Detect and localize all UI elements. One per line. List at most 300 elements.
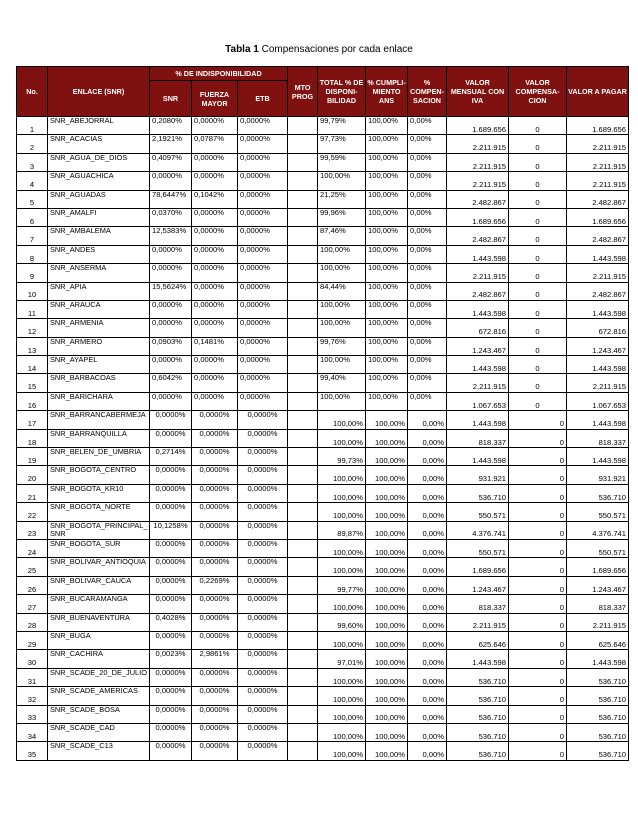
table-row — [17, 429, 629, 447]
table-row — [17, 208, 629, 226]
cell-valor-mensual: 2.211.915 — [447, 264, 509, 282]
cell-valor-pagar: 2.482.867 — [567, 190, 629, 208]
cell-valor-compensacion: 0 — [509, 337, 567, 355]
cell-valor-mensual: 1.443.598 — [447, 300, 509, 318]
cell-no: 4 — [17, 172, 48, 190]
cell-valor-pagar: 536.710 — [567, 705, 629, 723]
cell-valor-pagar: 2.211.915 — [567, 135, 629, 153]
cell-no: 28 — [17, 613, 48, 631]
cell-total-disponibilidad: 100,00% — [318, 319, 366, 337]
cell-compensacion-pct: 0,00% — [408, 282, 447, 300]
cell-valor-pagar: 2.482.867 — [567, 282, 629, 300]
cell-valor-compensacion: 0 — [509, 429, 567, 447]
cell-etb: 0,0000% — [238, 539, 288, 557]
cell-no: 3 — [17, 153, 48, 171]
cell-etb: 0,0000% — [238, 337, 288, 355]
header-fuerza-mayor: FUERZA MAYOR — [192, 81, 238, 117]
cell-cumplimiento: 100,00% — [366, 742, 408, 760]
cell-mto-prog — [288, 411, 318, 429]
cell-valor-compensacion: 0 — [509, 576, 567, 594]
cell-total-disponibilidad: 87,46% — [318, 227, 366, 245]
cell-fuerza-mayor: 0,0000% — [192, 742, 238, 760]
cell-enlace: SNR_BUCARAMANGA — [48, 595, 150, 613]
cell-valor-mensual: 1.443.598 — [447, 650, 509, 668]
cell-compensacion-pct: 0,00% — [408, 356, 447, 374]
cell-enlace: SNR_BOGOTA_KR10 — [48, 484, 150, 502]
cell-compensacion-pct: 0,00% — [408, 448, 447, 466]
cell-valor-pagar: 2.211.915 — [567, 153, 629, 171]
header-indisponibilidad: % DE INDISPONIBILIDAD — [150, 67, 288, 81]
table-row — [17, 650, 629, 668]
cell-no: 15 — [17, 374, 48, 392]
cell-enlace: SNR_SCADE_C13 — [48, 742, 150, 760]
cell-valor-pagar: 672.816 — [567, 319, 629, 337]
cell-fuerza-mayor: 0,0000% — [192, 705, 238, 723]
cell-snr: 0,0000% — [150, 668, 192, 686]
cell-no: 30 — [17, 650, 48, 668]
cell-no: 27 — [17, 595, 48, 613]
cell-enlace: SNR_AGUADAS — [48, 190, 150, 208]
cell-fuerza-mayor: 0,0000% — [192, 429, 238, 447]
cell-compensacion-pct: 0,00% — [408, 668, 447, 686]
cell-valor-mensual: 2.482.867 — [447, 227, 509, 245]
cell-valor-compensacion: 0 — [509, 466, 567, 484]
cell-compensacion-pct: 0,00% — [408, 429, 447, 447]
cell-enlace: SNR_BUGA — [48, 631, 150, 649]
cell-snr: 0,0000% — [150, 723, 192, 741]
header-mto-prog: MTO PROG — [288, 67, 318, 117]
cell-enlace: SNR_ARAUCA — [48, 300, 150, 318]
cell-valor-mensual: 1.067.653 — [447, 392, 509, 410]
cell-mto-prog — [288, 282, 318, 300]
cell-no: 23 — [17, 521, 48, 539]
cell-no: 6 — [17, 208, 48, 226]
cell-snr: 10,1258% — [150, 521, 192, 539]
cell-valor-pagar: 2.211.915 — [567, 172, 629, 190]
cell-enlace: SNR_BOGOTA_NORTE — [48, 503, 150, 521]
cell-total-disponibilidad: 21,25% — [318, 190, 366, 208]
cell-no: 35 — [17, 742, 48, 760]
cell-etb: 0,0000% — [238, 429, 288, 447]
cell-cumplimiento: 100,00% — [366, 558, 408, 576]
cell-etb: 0,0000% — [238, 723, 288, 741]
cell-valor-pagar: 1.067.653 — [567, 392, 629, 410]
cell-total-disponibilidad: 100,00% — [318, 705, 366, 723]
cell-compensacion-pct: 0,00% — [408, 631, 447, 649]
cell-enlace: SNR_BOGOTA_PRINCIPAL_ SNR — [48, 521, 150, 539]
cell-snr: 0,0000% — [150, 595, 192, 613]
cell-total-disponibilidad: 99,77% — [318, 576, 366, 594]
cell-compensacion-pct: 0,00% — [408, 135, 447, 153]
cell-valor-mensual: 2.482.867 — [447, 282, 509, 300]
cell-snr: 0,0000% — [150, 466, 192, 484]
cell-valor-pagar: 625.646 — [567, 631, 629, 649]
cell-valor-pagar: 536.710 — [567, 687, 629, 705]
cell-snr: 0,0000% — [150, 411, 192, 429]
cell-snr: 0,2080% — [150, 117, 192, 135]
cell-valor-mensual: 672.816 — [447, 319, 509, 337]
cell-valor-compensacion: 0 — [509, 613, 567, 631]
table-row — [17, 539, 629, 557]
table-row — [17, 264, 629, 282]
cell-enlace: SNR_AMALFI — [48, 208, 150, 226]
cell-mto-prog — [288, 300, 318, 318]
cell-total-disponibilidad: 100,00% — [318, 466, 366, 484]
cell-cumplimiento: 100,00% — [366, 466, 408, 484]
cell-no: 24 — [17, 539, 48, 557]
cell-fuerza-mayor: 0,0000% — [192, 631, 238, 649]
cell-valor-compensacion: 0 — [509, 484, 567, 502]
cell-etb: 0,0000% — [238, 613, 288, 631]
table-row — [17, 319, 629, 337]
table-row — [17, 282, 629, 300]
compensation-table — [16, 66, 629, 761]
cell-no: 20 — [17, 466, 48, 484]
cell-valor-pagar: 1.443.598 — [567, 650, 629, 668]
cell-mto-prog — [288, 558, 318, 576]
cell-enlace: SNR_BARICHARA — [48, 392, 150, 410]
cell-valor-pagar: 536.710 — [567, 668, 629, 686]
cell-mto-prog — [288, 374, 318, 392]
cell-valor-pagar: 1.243.467 — [567, 576, 629, 594]
cell-fuerza-mayor: 0,1042% — [192, 190, 238, 208]
cell-compensacion-pct: 0,00% — [408, 227, 447, 245]
cell-valor-mensual: 1.243.467 — [447, 337, 509, 355]
cell-snr: 0,0370% — [150, 208, 192, 226]
header-valor-compensacion: VALOR COMPENSA-CION — [509, 67, 567, 117]
cell-cumplimiento: 100,00% — [366, 595, 408, 613]
table-row — [17, 576, 629, 594]
cell-valor-compensacion: 0 — [509, 558, 567, 576]
cell-total-disponibilidad: 100,00% — [318, 687, 366, 705]
cell-fuerza-mayor: 0,0000% — [192, 227, 238, 245]
cell-cumplimiento: 100,00% — [366, 135, 408, 153]
cell-compensacion-pct: 0,00% — [408, 723, 447, 741]
cell-valor-compensacion: 0 — [509, 650, 567, 668]
cell-cumplimiento: 100,00% — [366, 668, 408, 686]
cell-compensacion-pct: 0,00% — [408, 208, 447, 226]
cell-cumplimiento: 100,00% — [366, 337, 408, 355]
cell-etb: 0,0000% — [238, 117, 288, 135]
cell-snr: 0,0000% — [150, 705, 192, 723]
cell-compensacion-pct: 0,00% — [408, 484, 447, 502]
cell-valor-compensacion: 0 — [509, 374, 567, 392]
cell-total-disponibilidad: 100,00% — [318, 558, 366, 576]
cell-cumplimiento: 100,00% — [366, 374, 408, 392]
cell-enlace: SNR_BUENAVENTURA — [48, 613, 150, 631]
cell-etb: 0,0000% — [238, 245, 288, 263]
cell-mto-prog — [288, 429, 318, 447]
cell-mto-prog — [288, 135, 318, 153]
cell-snr: 0,0000% — [150, 576, 192, 594]
cell-enlace: SNR_SCADE_BOSA — [48, 705, 150, 723]
cell-total-disponibilidad: 100,00% — [318, 245, 366, 263]
cell-valor-compensacion: 0 — [509, 190, 567, 208]
cell-compensacion-pct: 0,00% — [408, 595, 447, 613]
header-total-disponibilidad: TOTAL % DE DISPONI-BILIDAD — [318, 67, 366, 117]
cell-total-disponibilidad: 100,00% — [318, 742, 366, 760]
cell-fuerza-mayor: 0,0000% — [192, 484, 238, 502]
cell-fuerza-mayor: 0,0000% — [192, 264, 238, 282]
cell-enlace: SNR_SCADE_CAD — [48, 723, 150, 741]
cell-valor-compensacion: 0 — [509, 521, 567, 539]
cell-compensacion-pct: 0,00% — [408, 411, 447, 429]
table-body — [17, 117, 629, 761]
cell-enlace: SNR_BOLIVAR_ANTIOQUIA — [48, 558, 150, 576]
cell-mto-prog — [288, 723, 318, 741]
cell-etb: 0,0000% — [238, 374, 288, 392]
cell-no: 21 — [17, 484, 48, 502]
cell-fuerza-mayor: 0,0000% — [192, 172, 238, 190]
cell-no: 12 — [17, 319, 48, 337]
cell-total-disponibilidad: 100,00% — [318, 172, 366, 190]
cell-valor-pagar: 1.443.598 — [567, 300, 629, 318]
cell-etb: 0,0000% — [238, 208, 288, 226]
cell-etb: 0,0000% — [238, 631, 288, 649]
cell-fuerza-mayor: 0,0000% — [192, 153, 238, 171]
cell-enlace: SNR_ARMERO — [48, 337, 150, 355]
cell-snr: 0,0000% — [150, 319, 192, 337]
header-no: No. — [17, 67, 48, 117]
table-row — [17, 172, 629, 190]
cell-compensacion-pct: 0,00% — [408, 300, 447, 318]
cell-etb: 0,0000% — [238, 521, 288, 539]
cell-valor-mensual: 1.443.598 — [447, 448, 509, 466]
table-row — [17, 448, 629, 466]
cell-no: 14 — [17, 356, 48, 374]
cell-valor-mensual: 4.376.741 — [447, 521, 509, 539]
cell-etb: 0,0000% — [238, 687, 288, 705]
cell-valor-mensual: 550.571 — [447, 539, 509, 557]
cell-snr: 0,0000% — [150, 300, 192, 318]
table-row — [17, 190, 629, 208]
cell-cumplimiento: 100,00% — [366, 356, 408, 374]
cell-fuerza-mayor: 0,0000% — [192, 668, 238, 686]
cell-valor-mensual: 1.689.656 — [447, 208, 509, 226]
cell-valor-pagar: 550.571 — [567, 539, 629, 557]
cell-enlace: SNR_AGUA_DE_DIOS — [48, 153, 150, 171]
cell-snr: 0,0000% — [150, 392, 192, 410]
cell-valor-mensual: 2.211.915 — [447, 135, 509, 153]
table-row — [17, 153, 629, 171]
cell-cumplimiento: 100,00% — [366, 190, 408, 208]
cell-mto-prog — [288, 521, 318, 539]
cell-valor-compensacion: 0 — [509, 705, 567, 723]
table-row — [17, 392, 629, 410]
cell-valor-mensual: 536.710 — [447, 668, 509, 686]
cell-mto-prog — [288, 668, 318, 686]
cell-enlace: SNR_ACACIAS — [48, 135, 150, 153]
cell-valor-pagar: 1.443.598 — [567, 245, 629, 263]
cell-fuerza-mayor: 0,0000% — [192, 300, 238, 318]
cell-fuerza-mayor: 0,0000% — [192, 392, 238, 410]
cell-etb: 0,0000% — [238, 650, 288, 668]
cell-no: 7 — [17, 227, 48, 245]
cell-cumplimiento: 100,00% — [366, 650, 408, 668]
cell-mto-prog — [288, 245, 318, 263]
cell-snr: 2,1921% — [150, 135, 192, 153]
cell-etb: 0,0000% — [238, 300, 288, 318]
cell-cumplimiento: 100,00% — [366, 705, 408, 723]
cell-mto-prog — [288, 264, 318, 282]
cell-no: 2 — [17, 135, 48, 153]
table-row — [17, 595, 629, 613]
cell-valor-mensual: 2.211.915 — [447, 613, 509, 631]
cell-enlace: SNR_ANDES — [48, 245, 150, 263]
cell-total-disponibilidad: 100,00% — [318, 356, 366, 374]
cell-total-disponibilidad: 100,00% — [318, 484, 366, 502]
cell-etb: 0,0000% — [238, 576, 288, 594]
cell-mto-prog — [288, 631, 318, 649]
cell-valor-pagar: 1.689.656 — [567, 208, 629, 226]
cell-etb: 0,0000% — [238, 356, 288, 374]
cell-fuerza-mayor: 0,2269% — [192, 576, 238, 594]
cell-total-disponibilidad: 100,00% — [318, 300, 366, 318]
cell-fuerza-mayor: 0,0000% — [192, 411, 238, 429]
table-row — [17, 484, 629, 502]
cell-snr: 0,0000% — [150, 558, 192, 576]
cell-snr: 0,0903% — [150, 337, 192, 355]
cell-valor-mensual: 1.243.467 — [447, 576, 509, 594]
cell-valor-compensacion: 0 — [509, 448, 567, 466]
cell-fuerza-mayor: 0,0000% — [192, 208, 238, 226]
cell-valor-mensual: 2.211.915 — [447, 153, 509, 171]
cell-compensacion-pct: 0,00% — [408, 337, 447, 355]
cell-etb: 0,0000% — [238, 392, 288, 410]
cell-valor-pagar: 536.710 — [567, 723, 629, 741]
table-row — [17, 558, 629, 576]
cell-no: 31 — [17, 668, 48, 686]
cell-cumplimiento: 100,00% — [366, 521, 408, 539]
cell-fuerza-mayor: 0,0000% — [192, 448, 238, 466]
table-row — [17, 117, 629, 135]
cell-cumplimiento: 100,00% — [366, 264, 408, 282]
cell-no: 25 — [17, 558, 48, 576]
cell-valor-mensual: 536.710 — [447, 687, 509, 705]
cell-total-disponibilidad: 99,79% — [318, 117, 366, 135]
cell-cumplimiento: 100,00% — [366, 613, 408, 631]
cell-fuerza-mayor: 0,0000% — [192, 466, 238, 484]
cell-mto-prog — [288, 153, 318, 171]
cell-snr: 0,0000% — [150, 539, 192, 557]
cell-etb: 0,0000% — [238, 448, 288, 466]
cell-valor-mensual: 818.337 — [447, 595, 509, 613]
cell-total-disponibilidad: 100,00% — [318, 264, 366, 282]
cell-cumplimiento: 100,00% — [366, 227, 408, 245]
cell-mto-prog — [288, 337, 318, 355]
cell-cumplimiento: 100,00% — [366, 576, 408, 594]
cell-snr: 78,6447% — [150, 190, 192, 208]
cell-valor-compensacion: 0 — [509, 411, 567, 429]
cell-total-disponibilidad: 99,96% — [318, 208, 366, 226]
cell-no: 29 — [17, 631, 48, 649]
cell-mto-prog — [288, 539, 318, 557]
cell-valor-pagar: 1.689.656 — [567, 117, 629, 135]
cell-snr: 0,4028% — [150, 613, 192, 631]
cell-etb: 0,0000% — [238, 742, 288, 760]
cell-total-disponibilidad: 100,00% — [318, 668, 366, 686]
cell-valor-pagar: 1.243.467 — [567, 337, 629, 355]
cell-enlace: SNR_CACHIRA — [48, 650, 150, 668]
cell-etb: 0,0000% — [238, 227, 288, 245]
cell-valor-compensacion: 0 — [509, 135, 567, 153]
cell-snr: 0,0023% — [150, 650, 192, 668]
cell-compensacion-pct: 0,00% — [408, 521, 447, 539]
table-row — [17, 613, 629, 631]
cell-no: 16 — [17, 392, 48, 410]
cell-etb: 0,0000% — [238, 190, 288, 208]
cell-compensacion-pct: 0,00% — [408, 466, 447, 484]
cell-cumplimiento: 100,00% — [366, 245, 408, 263]
cell-fuerza-mayor: 0,0000% — [192, 558, 238, 576]
cell-compensacion-pct: 0,00% — [408, 742, 447, 760]
cell-etb: 0,0000% — [238, 282, 288, 300]
table-caption — [0, 44, 638, 55]
cell-valor-pagar: 2.211.915 — [567, 264, 629, 282]
cell-snr: 0,0000% — [150, 356, 192, 374]
cell-mto-prog — [288, 503, 318, 521]
cell-mto-prog — [288, 356, 318, 374]
cell-valor-compensacion: 0 — [509, 742, 567, 760]
table-row — [17, 742, 629, 760]
cell-valor-pagar: 818.337 — [567, 429, 629, 447]
cell-no: 5 — [17, 190, 48, 208]
cell-etb: 0,0000% — [238, 668, 288, 686]
cell-valor-compensacion: 0 — [509, 595, 567, 613]
cell-compensacion-pct: 0,00% — [408, 613, 447, 631]
cell-fuerza-mayor: 2,9861% — [192, 650, 238, 668]
cell-valor-mensual: 2.211.915 — [447, 172, 509, 190]
table-row — [17, 723, 629, 741]
header-valor-pagar: VALOR A PAGAR — [567, 67, 629, 117]
cell-total-disponibilidad: 89,87% — [318, 521, 366, 539]
cell-valor-mensual: 536.710 — [447, 742, 509, 760]
cell-snr: 0,0000% — [150, 172, 192, 190]
cell-total-disponibilidad: 99,59% — [318, 153, 366, 171]
cell-valor-pagar: 536.710 — [567, 742, 629, 760]
caption-label: Tabla 1 — [225, 44, 259, 55]
cell-valor-mensual: 2.482.867 — [447, 190, 509, 208]
cell-total-disponibilidad: 97,01% — [318, 650, 366, 668]
cell-enlace: SNR_BARRANQUILLA — [48, 429, 150, 447]
cell-valor-compensacion: 0 — [509, 153, 567, 171]
cell-etb: 0,0000% — [238, 705, 288, 723]
cell-no: 22 — [17, 503, 48, 521]
cell-etb: 0,0000% — [238, 411, 288, 429]
cell-valor-compensacion: 0 — [509, 300, 567, 318]
caption-text: Compensaciones por cada enlace — [261, 44, 413, 55]
cell-cumplimiento: 100,00% — [366, 448, 408, 466]
cell-snr: 15,5624% — [150, 282, 192, 300]
table-row — [17, 411, 629, 429]
header-valor-mensual: VALOR MENSUAL CON IVA — [447, 67, 509, 117]
cell-compensacion-pct: 0,00% — [408, 374, 447, 392]
cell-compensacion-pct: 0,00% — [408, 687, 447, 705]
cell-total-disponibilidad: 100,00% — [318, 429, 366, 447]
cell-etb: 0,0000% — [238, 264, 288, 282]
cell-valor-mensual: 1.443.598 — [447, 245, 509, 263]
header-enlace: ENLACE (SNR) — [48, 67, 150, 117]
cell-mto-prog — [288, 319, 318, 337]
cell-valor-mensual: 1.689.656 — [447, 117, 509, 135]
cell-cumplimiento: 100,00% — [366, 153, 408, 171]
cell-valor-pagar: 4.376.741 — [567, 521, 629, 539]
cell-cumplimiento: 100,00% — [366, 539, 408, 557]
cell-enlace: SNR_AMBALEMA — [48, 227, 150, 245]
cell-fuerza-mayor: 0,0000% — [192, 374, 238, 392]
cell-enlace: SNR_APIA — [48, 282, 150, 300]
cell-no: 19 — [17, 448, 48, 466]
